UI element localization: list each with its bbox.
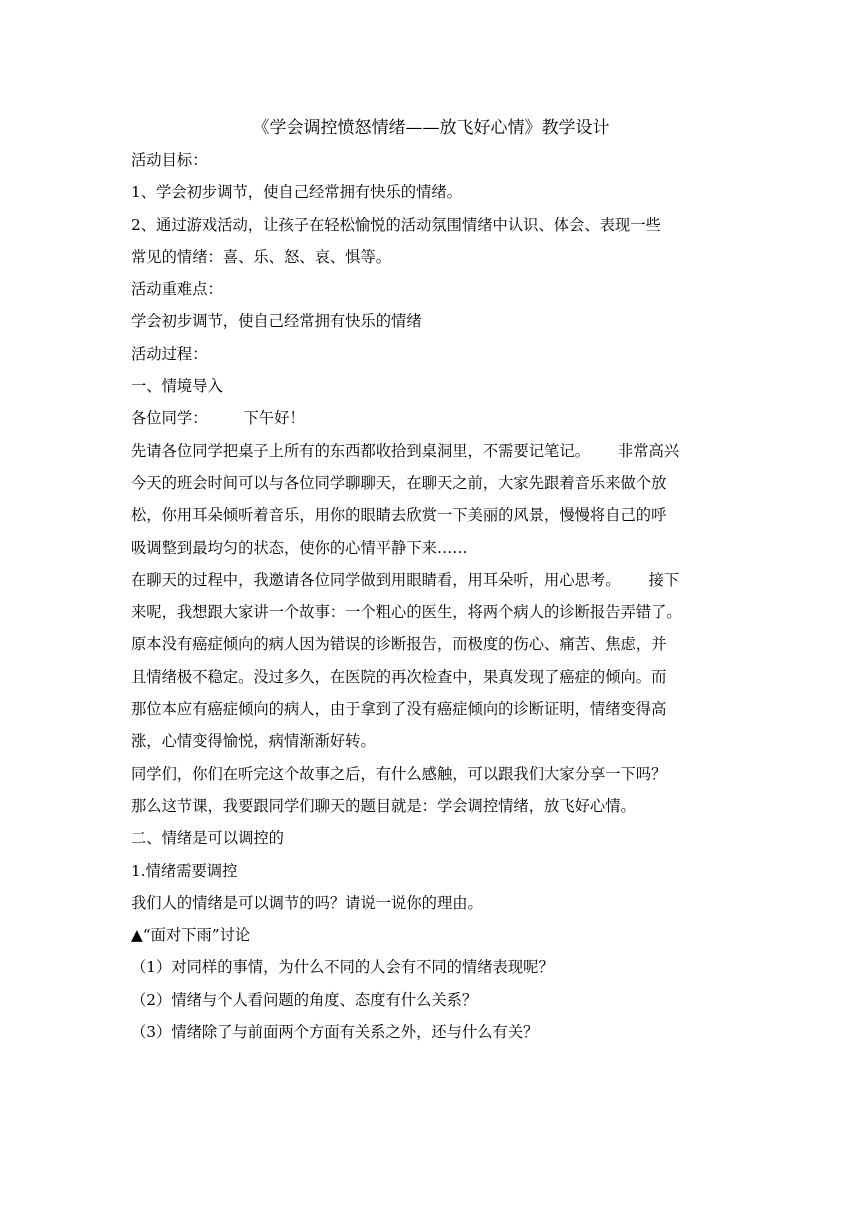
paragraph-2-line-2: 来呢，我想跟大家讲一个故事：一个粗心的医生，将两个病人的诊断报告弄错了。 [131,603,682,622]
subsection-1-heading: 1.情绪需要调控 [131,861,238,880]
greeting [131,402,731,434]
question-intro: 我们人的情绪是可以调节的吗？请说一说你的理由。 [131,893,483,912]
paragraph-2-line-3: 原本没有癌症倾向的病人因为错误的诊断报告，而极度的伤心、痛苦、焦虑，并 [131,635,667,654]
key-heading: 活动重难点： [131,280,223,299]
paragraph-2 [131,564,731,758]
paragraph-2-line-5: 那位本应有癌症倾向的病人，由于拿到了没有癌症倾向的诊断证明，情绪变得高 [131,700,667,719]
section-1-heading: 一、情境导入 [131,377,223,396]
paragraph-1-line-4: 吸调整到最均匀的状态，使你的心情平静下来…… [131,538,468,557]
question-1: （1）对同样的事情，为什么不同的人会有不同的情绪表现呢？ [131,958,554,977]
document-title: 《学会调控愤怒情绪——放飞好心情》教学设计 [252,118,610,138]
paragraph-1-line-1 [131,435,731,467]
question-3: （3）情绪除了与前面两个方面有关系之外，还与什么有关？ [131,1023,539,1042]
section-2-heading: 二、情绪是可以调控的 [131,829,284,848]
greeting-salutation: 各位同学： [131,409,208,428]
question-2: （2）情绪与个人看问题的角度、态度有什么关系？ [131,990,478,1009]
process-heading: 活动过程： [131,344,208,363]
paragraph-2-line-1 [131,564,731,596]
goal-1: 1、学会初步调节，使自己经常拥有快乐的情绪。 [131,183,462,202]
paragraph-1 [131,435,731,564]
greeting-text: 下午好！ [243,409,305,428]
paragraph-2-line-1-a: 在聊天的过程中，我邀请各位同学做到用眼睛看，用耳朵听，用心思考。 [131,570,621,589]
paragraph-2-line-4: 且情绪极不稳定。没过多久，在医院的再次检查中，果真发现了癌症的倾向。而 [131,667,667,686]
key-point: 学会初步调节，使自己经常拥有快乐的情绪 [131,312,422,331]
goal-2-line-2: 常见的情绪：喜、乐、怒、哀、惧等。 [131,247,392,266]
paragraph-2-line-6: 涨，心情变得愉悦，病情渐渐好转。 [131,732,376,751]
goal-2-line-1: 2、通过游戏活动，让孩子在轻松愉悦的活动氛围情绪中认识、体会、表现一些 [131,215,661,234]
goals-heading: 活动目标： [131,151,208,169]
discussion-heading: ▲“面对下雨”讨论 [131,926,251,945]
paragraph-1-line-3: 松，你用耳朵倾听着音乐，用你的眼睛去欣赏一下美丽的风景，慢慢将自己的呼 [131,506,667,525]
paragraph-2-line-1-b: 接下 [648,570,680,589]
paragraph-1-line-1-b: 非常高兴 [617,441,680,460]
goal-2 [131,209,731,274]
paragraph-3: 同学们，你们在听完这个故事之后，有什么感触，可以跟我们大家分享一下吗？ [131,764,667,783]
paragraph-1-line-2: 今天的班会时间可以与各位同学聊聊天，在聊天之前，大家先跟着音乐来做个放 [131,473,667,492]
document-page [131,112,731,1048]
paragraph-1-line-1-a: 先请各位同学把桌子上所有的东西都收拾到桌洞里，不需要记笔记。 [131,441,590,460]
paragraph-4: 那么这节课，我要跟同学们聊天的题目就是：学会调控情绪，放飞好心情。 [131,796,636,815]
